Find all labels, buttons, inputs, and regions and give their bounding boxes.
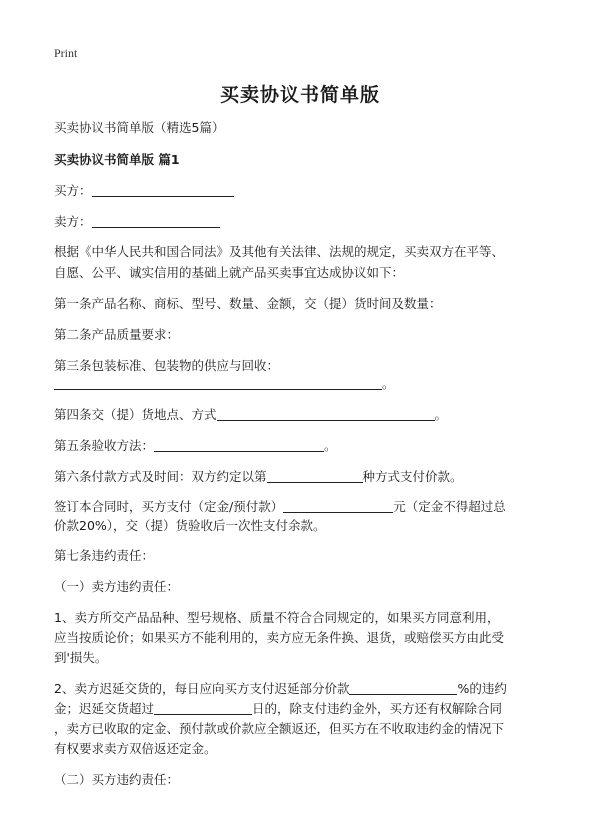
clause-2-text-a: 2、卖方迟延交货的，每日应向买方支付迟延部分价款 bbox=[54, 681, 350, 696]
article-4 bbox=[54, 405, 447, 425]
article-3: 第三条包装标准、包装物的供应与回收： bbox=[54, 358, 280, 373]
article-4-text: 第四条交（提）货地点、方式 bbox=[54, 407, 217, 422]
intro-line-2: 自愿、公平、诚实信用的基础上就产品买卖事宜达成协议如下： bbox=[54, 265, 405, 280]
article-1: 第一条产品名称、商标、型号、数量、金额，交（提）货时间及数量： bbox=[54, 296, 442, 311]
clause-1-line-3: 到'损失。 bbox=[54, 650, 108, 665]
article-5 bbox=[54, 436, 337, 456]
clause-2-line-2 bbox=[54, 699, 502, 719]
section-heading: 买卖协议书简单版 篇1 bbox=[54, 152, 180, 167]
article-5-blank bbox=[154, 437, 324, 452]
signing-text-a: 签订本合同时，买方支付（定金/预付款） bbox=[54, 499, 284, 514]
signing-text-b: 元（定金不得超过总 bbox=[393, 499, 506, 514]
article-5-text: 第五条验收方法： bbox=[54, 438, 155, 453]
seller-liability-heading: （一）卖方违约责任： bbox=[54, 579, 180, 594]
article-4-period: 。 bbox=[434, 407, 448, 422]
article-3-blank-line bbox=[54, 374, 395, 394]
article-4-blank bbox=[217, 406, 435, 421]
clause-1-line-1: 1、卖方所交产品品种、型号规格、质量不符合合同规定的，如果买方同意利用， bbox=[54, 610, 500, 625]
article-5-period: 。 bbox=[324, 438, 337, 453]
document-title: 买卖协议书简单版 bbox=[219, 84, 380, 106]
article-2: 第二条产品质量要求： bbox=[54, 327, 180, 342]
clause-2-days-blank bbox=[154, 700, 252, 715]
document-subtitle: 买卖协议书简单版（精选5篇） bbox=[54, 120, 225, 135]
article-6-blank bbox=[267, 468, 363, 483]
clause-2-line-3: ，卖方已收取的定金、预付款或价款应全额返还，但买方在不收取违约金的情况下 bbox=[54, 721, 505, 736]
intro-line-1: 根据《中华人民共和国合同法》及其他有关法律、法规的规定，买卖双方在平等、 bbox=[54, 244, 505, 259]
article-6 bbox=[54, 467, 463, 487]
clause-2-text-d: 日的，除支付违约金外，买方还有权解除合同 bbox=[252, 701, 503, 716]
article-6-text-b: 种方式支付价款。 bbox=[362, 469, 463, 484]
signing-line-1 bbox=[54, 497, 506, 517]
seller-blank bbox=[92, 213, 220, 228]
article-7: 第七条违约责任： bbox=[54, 548, 155, 563]
seller-line bbox=[54, 212, 220, 232]
seller-label: 卖方： bbox=[54, 214, 92, 229]
clause-1-line-2: 应当按质论价；如果买方不能利用的，卖方应无条件换、退货，或赔偿买方由此受 bbox=[54, 630, 505, 645]
article-3-period: 。 bbox=[382, 376, 395, 391]
clause-2-text-b: %的违约 bbox=[457, 681, 507, 696]
buyer-line bbox=[54, 181, 234, 201]
clause-2-percent-blank bbox=[349, 680, 457, 695]
article-6-text-a: 第六条付款方式及时间：双方约定以第 bbox=[54, 469, 267, 484]
article-3-blank bbox=[54, 375, 382, 390]
clause-2-text-c: 金；迟延交货超过 bbox=[54, 701, 155, 716]
clause-2-line-4: 有权要求卖方双倍返还定金。 bbox=[54, 741, 217, 756]
print-label: Print bbox=[54, 46, 78, 60]
clause-2-line-1 bbox=[54, 679, 507, 699]
signing-blank bbox=[283, 498, 393, 513]
buyer-blank bbox=[92, 182, 234, 197]
buyer-label: 买方： bbox=[54, 183, 92, 198]
buyer-liability-heading: （二）买方违约责任： bbox=[54, 772, 180, 787]
signing-line-2: 价款20%），交（提）货验收后一次性支付余款。 bbox=[54, 518, 326, 533]
